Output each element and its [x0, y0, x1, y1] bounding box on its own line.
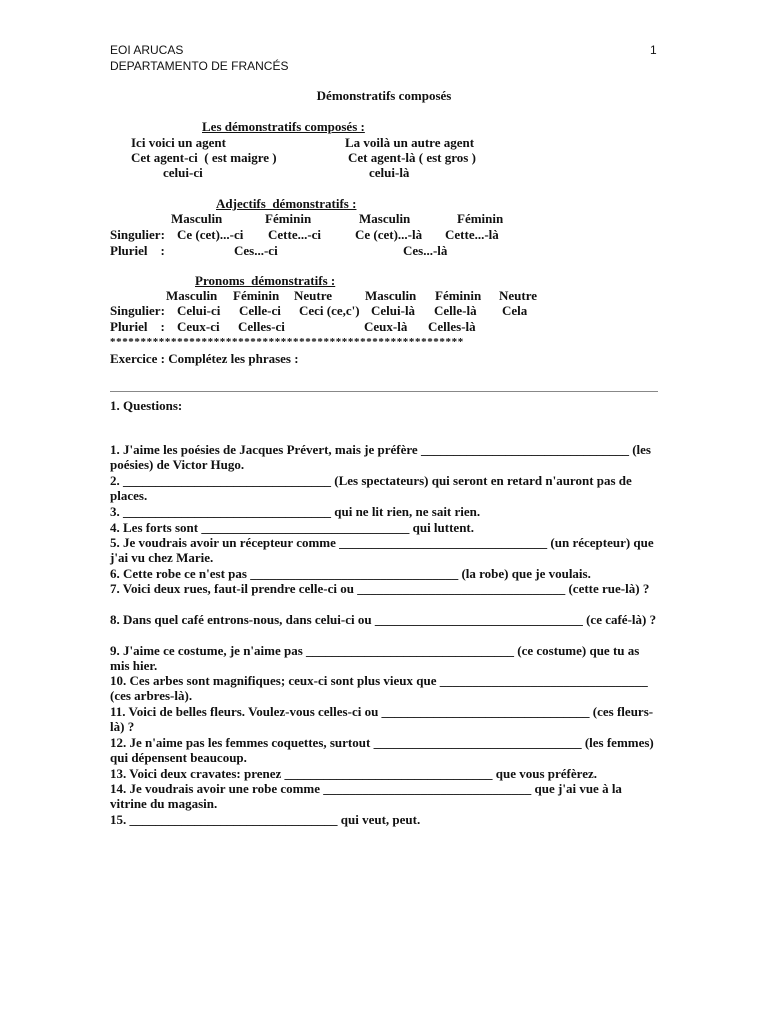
header-school: EOI ARUCAS	[110, 43, 184, 57]
asterisk-separator: **********************************************************	[110, 336, 464, 348]
pron-pluriel-label: Pluriel :	[110, 319, 165, 334]
question-item: 9. J'aime ce costume, je n'aime pas ________________________________ (ce costume) que tu as mis hier.	[110, 643, 640, 673]
question-item: 11. Voici de belles fleurs. Voulez-vous celles-ci ou ________________________________ (ces fleurs-là) ?	[110, 704, 654, 734]
pron-col-neutre-1: Neutre	[294, 288, 333, 303]
composes-left-2: Cet agent-ci ( est maigre )	[131, 150, 277, 165]
composes-right-3: celui-là	[369, 165, 410, 180]
pron-singulier-cell: Celui-ci	[177, 303, 221, 318]
composes-left-1: Ici voici un agent	[131, 135, 226, 150]
pron-col-feminin-1: Féminin	[233, 288, 280, 303]
adj-pluriel-label: Pluriel :	[110, 243, 165, 258]
question-item: 7. Voici deux rues, faut-il prendre celle-ci ou ________________________________ (cette rue-là) ?	[110, 581, 650, 596]
question-item: 14. Je voudrais avoir une robe comme ________________________________ que j'ai vue à la vitrine du magasin.	[110, 781, 622, 811]
composes-heading: Les démonstratifs composés :	[202, 119, 365, 134]
question-item: 4. Les forts sont ________________________________ qui luttent.	[110, 520, 475, 535]
adj-col-feminin-1: Féminin	[265, 211, 312, 226]
question-item: 6. Cette robe ce n'est pas ________________________________ (la robe) que je voulais.	[110, 566, 591, 581]
adj-col-masculin-2: Masculin	[359, 211, 411, 226]
adj-singulier-cell: Ce (cet)...-ci	[177, 227, 244, 242]
pron-pluriel-cell: Celles-là	[428, 319, 476, 334]
question-item: 12. Je n'aime pas les femmes coquettes, surtout ________________________________ (les femmes) qui dépensent beaucoup.	[110, 735, 654, 765]
pron-col-neutre-2: Neutre	[499, 288, 538, 303]
pron-pluriel-cell: Ceux-là	[364, 319, 408, 334]
question-item: 10. Ces arbes sont magnifiques; ceux-ci sont plus vieux que ________________________________ (ces arbres-là).	[110, 673, 648, 703]
page-number: 1	[650, 43, 657, 57]
pron-singulier-cell: Celle-là	[434, 303, 477, 318]
composes-right-2: Cet agent-là ( est gros )	[348, 150, 476, 165]
pron-singulier-label: Singulier:	[110, 303, 165, 318]
pron-singulier-cell: Ceci (ce,c')	[299, 303, 360, 318]
composes-right-1: La voilà un autre agent	[345, 135, 475, 150]
adj-col-feminin-2: Féminin	[457, 211, 504, 226]
question-item: 1. J'aime les poésies de Jacques Prévert, mais je préfère ________________________________ (les poésies) de Victor Hugo.	[110, 442, 651, 472]
adj-singulier-cell: Ce (cet)...-là	[355, 227, 423, 242]
adj-pluriel-cell: Ces...-ci	[234, 243, 278, 258]
pron-pluriel-cell: Ceux-ci	[177, 319, 220, 334]
question-item: 2. ________________________________ (Les spectateurs) qui seront en retard n'auront pas de places.	[110, 473, 632, 503]
adj-singulier-label: Singulier:	[110, 227, 165, 242]
pron-col-masculin-1: Masculin	[166, 288, 218, 303]
composes-left-3: celui-ci	[163, 165, 203, 180]
header-department: DEPARTAMENTO DE FRANCÉS	[110, 59, 289, 73]
question-item: 15. ________________________________ qui veut, peut.	[110, 812, 421, 827]
exercice-instruction: Exercice : Complétez les phrases :	[110, 351, 299, 366]
question-item: 13. Voici deux cravates: prenez ________________________________ que vous préfèrez.	[110, 766, 597, 781]
question-item: 5. Je voudrais avoir un récepteur comme ________________________________ (un récepteur) que j'ai vu chez Marie.	[110, 535, 654, 565]
adj-col-masculin-1: Masculin	[171, 211, 223, 226]
questions-heading: 1. Questions:	[110, 398, 183, 413]
pron-singulier-cell: Cela	[502, 303, 528, 318]
pron-pluriel-cell: Celles-ci	[238, 319, 285, 334]
adjectifs-heading: Adjectifs démonstratifs :	[216, 196, 357, 211]
adj-singulier-cell: Cette...-là	[445, 227, 499, 242]
horizontal-rule	[110, 391, 658, 392]
question-item: 3. ________________________________ qui ne lit rien, ne sait rien.	[110, 504, 481, 519]
pronoms-heading: Pronoms démonstratifs :	[195, 273, 336, 288]
pron-singulier-cell: Celui-là	[371, 303, 416, 318]
question-item: 8. Dans quel café entrons-nous, dans celui-ci ou ________________________________ (ce café-là) ?	[110, 612, 657, 627]
pron-col-feminin-2: Féminin	[435, 288, 482, 303]
pron-col-masculin-2: Masculin	[365, 288, 417, 303]
page-title: Démonstratifs composés	[316, 88, 452, 103]
pron-singulier-cell: Celle-ci	[239, 303, 281, 318]
adj-pluriel-cell: Ces...-là	[403, 243, 448, 258]
adj-singulier-cell: Cette...-ci	[268, 227, 322, 242]
